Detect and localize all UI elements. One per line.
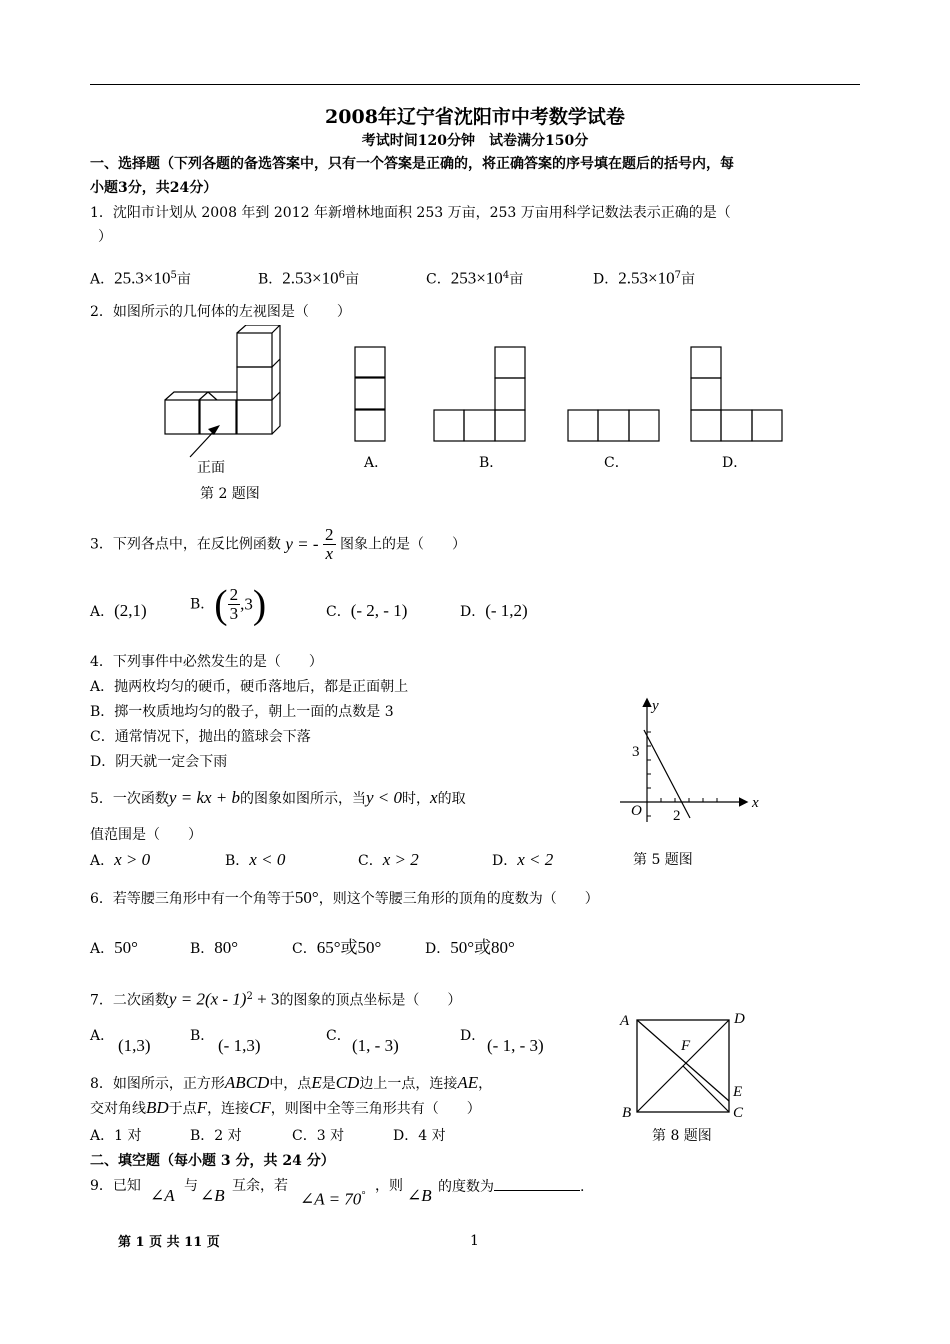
q8-stem-cont: 交对角线BD于点F，连接CF，则图中全等三角形共有（ ） [90,1098,481,1117]
q9-word-complement: 互余，若 [232,1178,288,1194]
q3-option-d: D．(- 1,2) [460,601,528,620]
q5-option-d: D．x < 2 [492,850,554,869]
q9-angle-a: ∠A [150,1186,175,1205]
q3-stem: 3．下列各点中，在反比例函数 y = - $\frac{2}{x}$ 图象上的是（ ） [90,525,466,563]
q8-figure [615,1005,785,1125]
q9-answer-blank[interactable] [494,1176,580,1191]
q4-option-c: C．通常情况下，抛出的篮球会下落 [90,729,311,745]
section1-heading-cont: 小题3分，共24分） [90,180,218,196]
q4-option-d: D．阴天就一定会下雨 [90,754,228,770]
q1-option-b: B．$2.53\times 10^6$亩 [258,268,360,288]
point-e-label: E [733,1084,743,1100]
q7-option-a-value: (1,3) [118,1036,151,1055]
q5-graph [600,690,780,830]
q7-option-b-label: B． [190,1028,215,1044]
header-rule [90,84,860,85]
q8-figure-caption: 第 8 题图 [652,1128,712,1144]
footer-page-info: 第 1 页 共 11 页 [118,1235,220,1250]
q2-figure-caption: 第 2 题图 [200,486,260,502]
option-c-figure [568,410,659,441]
option-a-figure [355,347,385,441]
q7-option-d-value: (- 1, - 3) [487,1036,544,1055]
q3-fraction: $\frac{2}{x}$ [325,525,334,563]
q9-stem-a: 9．已知 [90,1178,141,1194]
point-a-label: A [620,1013,630,1029]
q2-option-c: C． [604,455,629,471]
q8-option-c: C．3 对 [292,1128,345,1144]
q8-option-d: D．4 对 [393,1128,446,1144]
point-c-label: C [733,1105,744,1121]
q9-word-then: ，则 [375,1178,403,1194]
q5-option-c: C．x > 2 [358,850,419,869]
footer-page-number: 1 [470,1233,479,1249]
q4-option-b: B．掷一枚质地均匀的骰子，朝上一面的点数是 3 [90,704,394,720]
q5-option-b: B．x < 0 [225,850,286,869]
section1-heading: 一、选择题（下列各题的备选答案中，只有一个答案是正确的，将正确答案的序号填在题后的括号内，每 [90,156,734,172]
segment-ae [637,1020,729,1101]
q5-figure-caption: 第 5 题图 [633,852,693,868]
y-axis-label: y [652,698,659,714]
q7-option-c-value: (1, - 3) [352,1036,399,1055]
q4-option-a: A．抛两枚均匀的硬币，硬币落地后，都是正面朝上 [90,679,409,695]
front-arrow [190,425,220,457]
front-label: 正面 [197,460,225,476]
q1-option-c: C．$253\times 10^4$亩 [426,268,524,288]
q9-word-and: 与 [184,1178,198,1194]
q7-stem: 7．二次函数y = 2(x - 1)$^2$ + 3的图象的顶点坐标是（ ） [90,989,462,1009]
q7-option-c-label: C． [326,1028,351,1044]
q9-condition: ∠A = 70° [300,1189,366,1209]
q6-option-c: C．65°或50° [292,938,382,957]
q9-stem-b: 的度数为 . [438,1176,584,1197]
q3-option-b: B．( $\frac{2}{3}$ ,3) [190,581,267,627]
solid-figure [165,325,280,434]
page-title: 2008年辽宁省沈阳市中考数学试卷 [325,106,625,128]
q3-option-c: C．(- 2, - 1) [326,601,408,620]
q9-angle-b2: ∠B [407,1186,432,1205]
y-intercept-label: 3 [632,744,640,760]
q4-stem: 4．下列事件中必然发生的是（ ） [90,654,323,670]
q5-stem: 5．一次函数y = kx + b的图象如图所示，当y < 0时，x的取 [90,788,466,807]
point-b-label: B [622,1105,632,1121]
q1-option-a: A．$25.3\times 10^5$亩 [90,268,191,288]
q8-option-a: A．1 对 [90,1128,142,1144]
q6-option-b: B．80° [190,938,239,957]
x-axis-label: x [752,795,759,811]
q8-option-b: B．2 对 [190,1128,242,1144]
q1-stem-cont: ） [98,229,112,245]
q7-option-b-value: (- 1,3) [218,1036,261,1055]
q1-option-d: D．$2.53\times 10^7$亩 [593,268,695,288]
q5-option-a: A．x > 0 [90,850,151,869]
q5-stem-cont: 值范围是（ ） [90,827,202,843]
q2-option-d: D． [722,455,748,471]
q8-stem: 8．如图所示，正方形ABCD中，点E是CD边上一点，连接AE， [90,1073,493,1092]
option-b-figure [434,347,525,441]
q3-option-a: A．(2,1) [90,601,147,620]
q6-stem: 6．若等腰三角形中有一个角等于50°，则这个等腰三角形的顶角的度数为（ ） [90,888,599,907]
q7-option-d-label: D． [460,1028,486,1044]
q2-option-a: A． [364,455,389,471]
segment-cf [683,1066,729,1112]
point-f-label: F [681,1038,691,1054]
q1-stem: 1．沈阳市计划从 2008 年到 2012 年新增林地面积 253 万亩，253 万亩用科学记数法表示正确的是（ [90,205,731,221]
option-d-figure [691,347,782,441]
q6-option-a: A．50° [90,938,138,957]
q9-angle-b: ∠B [200,1186,225,1205]
section2-heading: 二、填空题（每小题 3 分，共 24 分） [90,1153,335,1169]
exam-info: 考试时间120分钟 试卷满分150分 [361,133,589,149]
origin-label: O [631,803,642,819]
q7-option-a-label: A． [90,1028,115,1044]
point-d-label: D [734,1011,745,1027]
q2-option-b: B． [479,455,504,471]
x-intercept-label: 2 [673,808,681,824]
q6-option-d: D．50°或80° [425,938,515,957]
q2-stem: 2．如图所示的几何体的左视图是（ ） [90,304,351,320]
